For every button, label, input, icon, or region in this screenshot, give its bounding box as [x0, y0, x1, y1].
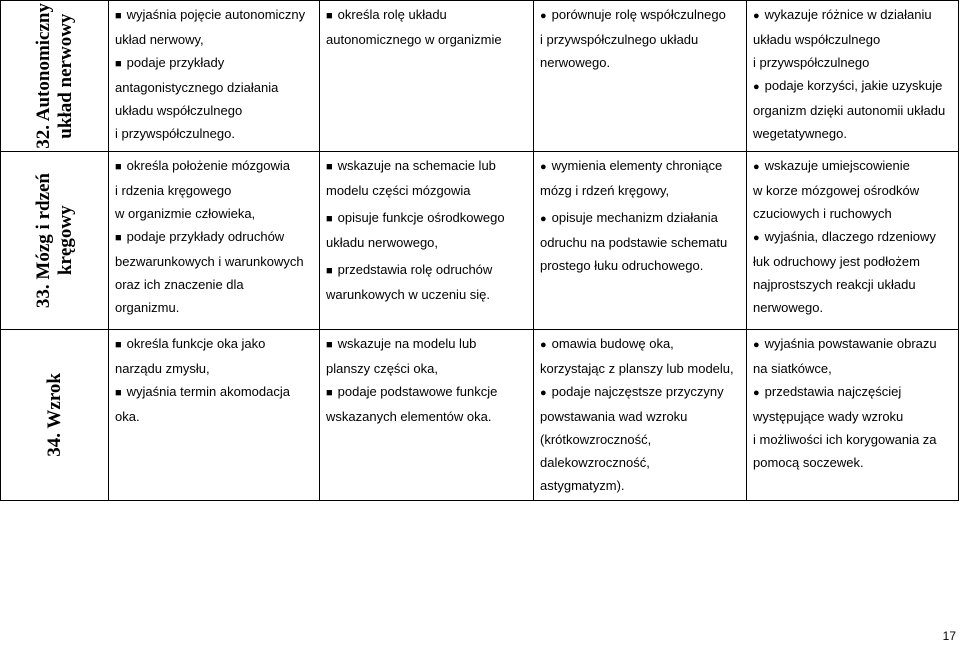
list-item	[326, 3, 527, 51]
item-text: wykazuje różnice w działaniu układu współczulnego i przywspółczulnego	[753, 7, 932, 70]
requirement-cell	[320, 1, 534, 152]
square-bullet-icon: ■	[115, 58, 122, 70]
item-text: podaje korzyści, jakie uzyskuje organizm dzięki autonomii układu wegetatywnego.	[753, 78, 946, 141]
square-bullet-icon: ■	[326, 387, 333, 399]
requirement-cell	[747, 1, 959, 152]
requirement-cell	[534, 1, 747, 152]
square-bullet-icon: ■	[115, 10, 122, 22]
list-item	[326, 380, 527, 428]
requirement-cell	[534, 330, 747, 501]
item-text: wymienia elementy chroniące mózg i rdzeń kręgowy,	[540, 158, 723, 198]
list-item	[540, 206, 740, 277]
list-item	[326, 258, 527, 306]
page-number: 17	[942, 629, 956, 643]
item-text: porównuje rolę współczulnego i przywspółczulnego układu nerwowego.	[540, 7, 726, 70]
item-text: opisuje mechanizm działania odruchu na podstawie schematu prostego łuku odruchowego.	[540, 210, 728, 273]
item-text: podaje podstawowe funkcje wskazanych elementów oka.	[326, 384, 498, 424]
list-item	[115, 332, 313, 380]
item-text: przedstawia najczęściej występujące wady wzroku i możliwości ich korygowania za pomocą soczewek.	[753, 384, 937, 470]
item-text: wyjaśnia powstawanie obrazu na siatkówce,	[753, 336, 937, 376]
list-item	[540, 3, 740, 74]
list-item	[115, 51, 313, 145]
square-bullet-icon: ■	[326, 161, 333, 173]
dot-bullet-icon: ●	[540, 161, 547, 173]
dot-bullet-icon: ●	[753, 339, 760, 351]
requirement-cell	[109, 1, 320, 152]
dot-bullet-icon: ●	[753, 232, 760, 244]
dot-bullet-icon: ●	[753, 387, 760, 399]
list-item	[753, 332, 952, 380]
list-item	[753, 380, 952, 474]
dot-bullet-icon: ●	[753, 161, 760, 173]
item-text: wyjaśnia, dlaczego rdzeniowy łuk odruchowy jest podłożem najprostszych reakcji układu nerwowego.	[753, 229, 936, 315]
requirement-cell	[109, 330, 320, 501]
square-bullet-icon: ■	[115, 387, 122, 399]
list-item	[326, 154, 527, 202]
list-item	[115, 380, 313, 428]
list-item	[115, 225, 313, 319]
requirement-cell	[320, 152, 534, 330]
topic-title: 32. Autonomiczny układ nerwowy	[32, 3, 76, 149]
requirement-cell	[534, 152, 747, 330]
list-item	[115, 154, 313, 225]
list-item	[115, 3, 313, 51]
item-text: wskazuje na schemacie lub modelu części mózgowia	[326, 158, 496, 198]
list-item	[540, 380, 740, 497]
item-text: wskazuje umiejscowienie w korze mózgowej ośrodków czuciowych i ruchowych	[753, 158, 920, 221]
square-bullet-icon: ■	[326, 10, 333, 22]
list-item	[753, 74, 952, 145]
requirement-cell	[747, 330, 959, 501]
list-item	[540, 154, 740, 202]
square-bullet-icon: ■	[326, 339, 333, 351]
item-text: wyjaśnia pojęcie autonomiczny układ nerwowy,	[115, 7, 306, 47]
item-text: podaje najczęstsze przyczyny powstawania wad wzroku (krótkowzroczność, dalekowzroczność, astygmatyzm).	[540, 384, 724, 493]
topic-cell	[1, 1, 109, 152]
table-row	[1, 152, 959, 330]
topic-title: 33. Mózg i rdzeń kręgowy	[32, 172, 76, 309]
table-row	[1, 1, 959, 152]
list-item	[753, 225, 952, 319]
list-item	[753, 154, 952, 225]
list-item	[326, 206, 527, 254]
item-text: określa położenie mózgowia i rdzenia kręgowego w organizmie człowieka,	[115, 158, 290, 221]
item-text: określa rolę układu autonomicznego w organizmie	[326, 7, 502, 47]
square-bullet-icon: ■	[115, 232, 122, 244]
item-text: określa funkcje oka jako narządu zmysłu,	[115, 336, 266, 376]
dot-bullet-icon: ●	[540, 339, 547, 351]
item-text: przedstawia rolę odruchów warunkowych w uczeniu się.	[326, 262, 493, 302]
list-item	[540, 332, 740, 380]
square-bullet-icon: ■	[115, 161, 122, 173]
topic-cell	[1, 330, 109, 501]
item-text: omawia budowę oka, korzystając z planszy lub modelu,	[540, 336, 734, 376]
topic-title: 34. Wzrok	[43, 373, 65, 457]
item-text: podaje przykłady odruchów bezwarunkowych i warunkowych oraz ich znaczenie dla organizmu.	[115, 229, 304, 315]
item-text: wyjaśnia termin akomodacja oka.	[115, 384, 290, 424]
topic-cell	[1, 152, 109, 330]
table-row	[1, 330, 959, 501]
requirement-cell	[747, 152, 959, 330]
dot-bullet-icon: ●	[753, 81, 760, 93]
dot-bullet-icon: ●	[540, 213, 547, 225]
list-item	[326, 332, 527, 380]
item-text: opisuje funkcje ośrodkowego układu nerwowego,	[326, 210, 505, 250]
dot-bullet-icon: ●	[753, 10, 760, 22]
item-text: podaje przykłady antagonistycznego działania układu współczulnego i przywspółczulnego.	[115, 55, 279, 141]
requirement-cell	[109, 152, 320, 330]
requirement-cell	[320, 330, 534, 501]
item-text: wskazuje na modelu lub planszy części oka,	[326, 336, 477, 376]
dot-bullet-icon: ●	[540, 10, 547, 22]
square-bullet-icon: ■	[326, 265, 333, 277]
dot-bullet-icon: ●	[540, 387, 547, 399]
square-bullet-icon: ■	[326, 213, 333, 225]
square-bullet-icon: ■	[115, 339, 122, 351]
list-item	[753, 3, 952, 74]
